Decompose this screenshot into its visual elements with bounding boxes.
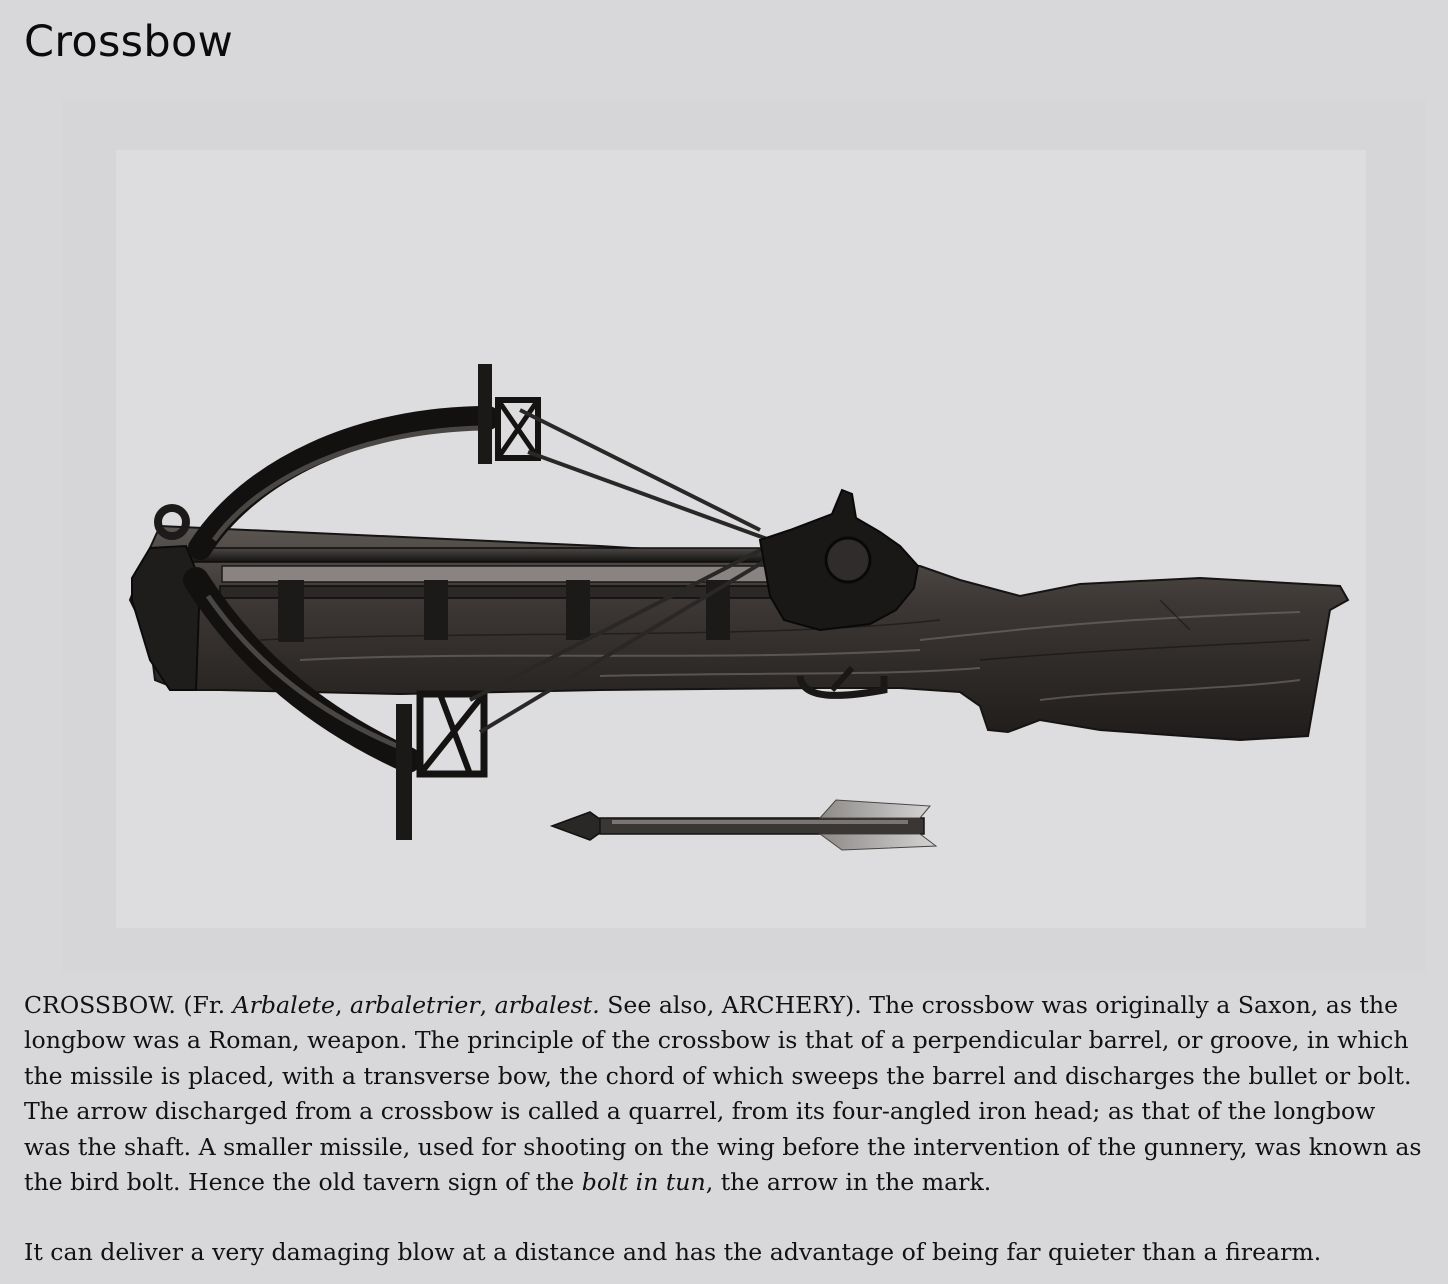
italic-term: Arbalete [232, 991, 336, 1019]
italic-term: arbaletrier [350, 991, 480, 1019]
figure-panel [116, 150, 1366, 928]
text-run: , the arrow in the mark. [705, 1168, 992, 1197]
text-run: , [335, 991, 351, 1019]
text-run: See also, ARCHERY). The crossbow was originally a Saxon, as the longbow was a Roman, weapon. The principle of the crossbow is that of a perpendicular barrel, or groove, in which the missile is placed, with a transverse bow, the chord of which sweeps the barrel and discharges the bullet or bolt. The arrow discharged from a crossbow is called a quarrel, from its four-angled iron head; as that of the longbow was the shaft. A smaller missile, used for shooting on the wing before the intervention of the gunnery, was known as the bird bolt. Hence the old tavern sign of the [24, 991, 1422, 1197]
article-paragraph: It can deliver a very damaging blow at a distance and has the advantage of being far quieter than a firearm. [24, 1238, 1322, 1267]
italic-term: bolt in tun [581, 1168, 706, 1197]
page-title: Crossbow [24, 17, 234, 67]
italic-term: arbalest. [494, 991, 600, 1019]
text-run: , [479, 991, 495, 1019]
article-paragraph [24, 988, 1424, 1200]
article-body [24, 988, 1424, 1271]
text-run: CROSSBOW. (Fr. [24, 991, 233, 1019]
